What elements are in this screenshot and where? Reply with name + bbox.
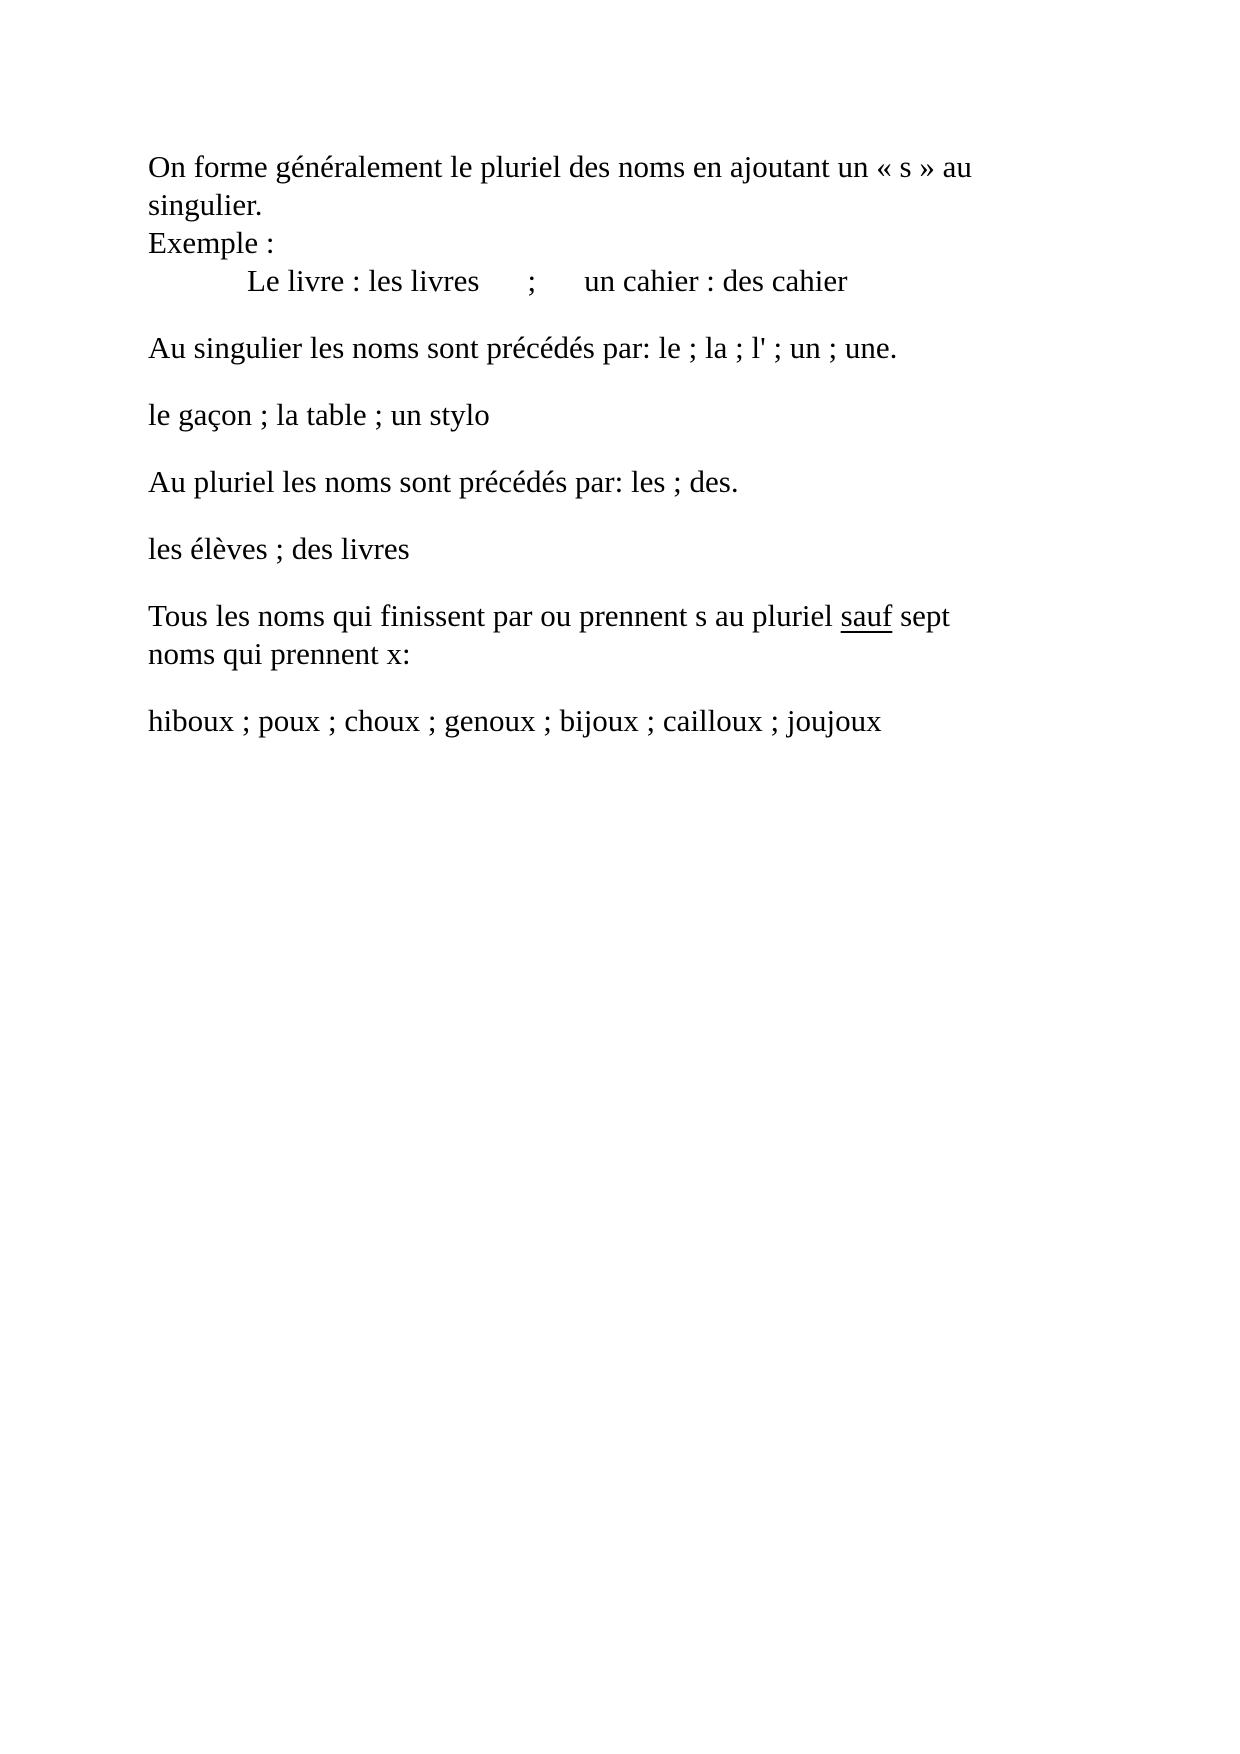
paragraph-plural-rule-line2: singulier.: [148, 187, 263, 222]
example-separator: ;: [527, 263, 537, 298]
plural-examples: les élèves ; des livres: [148, 531, 410, 566]
exception-list: hiboux ; poux ; choux ; genoux ; bijoux ; cailloux ; joujoux: [148, 703, 882, 738]
paragraph-ou-rule-line1: [148, 597, 950, 635]
ou-rule-text: Tous les noms qui finissent par ou prennent s au pluriel: [148, 598, 833, 633]
paragraph-plural-rule-line1: On forme généralement le pluriel des noms en ajoutant un « s » au: [148, 149, 972, 184]
paragraph-singular-articles: Au singulier les noms sont précédés par: le ; la ; l' ; un ; une.: [148, 330, 898, 365]
paragraph-plural-articles: Au pluriel les noms sont précédés par: les ; des.: [148, 464, 739, 499]
example-cahier: un cahier : des cahier: [584, 263, 848, 298]
example-label: Exemple :: [148, 225, 275, 260]
sauf-underlined: sauf: [840, 598, 893, 633]
example-line: [247, 262, 847, 300]
ou-rule-text-end: sept: [900, 598, 950, 633]
singular-examples: le gaçon ; la table ; un stylo: [148, 397, 490, 432]
example-livre: Le livre : les livres: [247, 263, 480, 298]
paragraph-ou-rule-line2: noms qui prennent x:: [148, 636, 411, 671]
